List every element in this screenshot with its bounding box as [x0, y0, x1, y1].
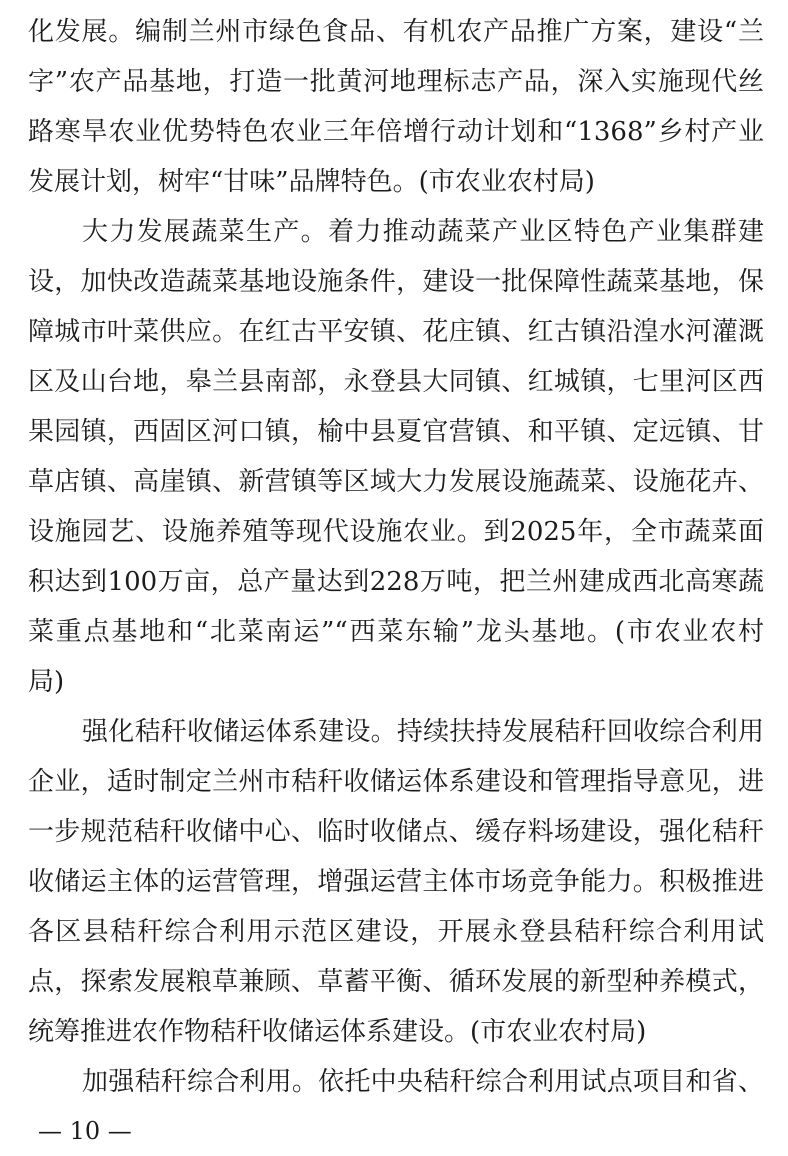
p2-line-4: 区及山台地，皋兰县南部，永登县大同镇、红城镇，七里河区西: [28, 367, 764, 397]
p2-line-2: 设，加快改造蔬菜基地设施条件，建设一批保障性蔬菜基地，保: [28, 267, 764, 297]
p3-line-5: 各区县秸秆综合利用示范区建设，开展永登县秸秆综合利用试: [28, 917, 764, 947]
p2-line-9: 菜重点基地和“北菜南运”“西菜东输”龙头基地。(市农业农村: [28, 617, 764, 647]
p3-line-2: 企业，适时制定兰州市秸秆收储运体系建设和管理指导意见，进: [28, 767, 764, 797]
p3-line-3: 一步规范秸秆收储中心、临时收储点、缓存料场建设，强化秸秆: [28, 817, 764, 847]
p2-line-7: 设施园艺、设施养殖等现代设施农业。到2025年，全市蔬菜面: [28, 517, 764, 547]
p3-line-1: 强化秸秆收储运体系建设。持续扶持发展秸秆回收综合利用: [82, 717, 764, 747]
page-number: — 10 —: [38, 1117, 132, 1145]
p2-line-1: 大力发展蔬菜生产。着力推动蔬菜产业区特色产业集群建: [82, 217, 764, 247]
p2-line-3: 障城市叶菜供应。在红古平安镇、花庄镇、红古镇沿湟水河灌溉: [28, 317, 764, 347]
p1-line-2: 字”农产品基地，打造一批黄河地理标志产品，深入实施现代丝: [28, 67, 764, 97]
p2-line-10: 局): [28, 667, 65, 697]
p2-line-5: 果园镇，西固区河口镇，榆中县夏官营镇、和平镇、定远镇、甘: [28, 417, 764, 447]
p2-line-8: 积达到100万亩，总产量达到228万吨，把兰州建成西北高寒蔬: [28, 567, 764, 597]
p1-line-4: 发展计划，树牢“甘味”品牌特色。(市农业农村局): [28, 167, 595, 197]
p3-line-7: 统筹推进农作物秸秆收储运体系建设。(市农业农村局): [28, 1017, 647, 1047]
p1-line-3: 路寒旱农业优势特色农业三年倍增行动计划和“1368”乡村产业: [28, 117, 764, 147]
p4-line-1: 加强秸秆综合利用。依托中央秸秆综合利用试点项目和省、: [82, 1067, 764, 1097]
p2-line-6: 草店镇、高崖镇、新营镇等区域大力发展设施蔬菜、设施花卉、: [28, 467, 764, 497]
p3-line-4: 收储运主体的运营管理，增强运营主体市场竞争能力。积极推进: [28, 867, 764, 897]
p1-line-1: 化发展。编制兰州市绿色食品、有机农产品推广方案，建设“兰: [28, 17, 764, 47]
p3-line-6: 点，探索发展粮草兼顾、草蓄平衡、循环发展的新型种养模式，: [28, 967, 764, 997]
